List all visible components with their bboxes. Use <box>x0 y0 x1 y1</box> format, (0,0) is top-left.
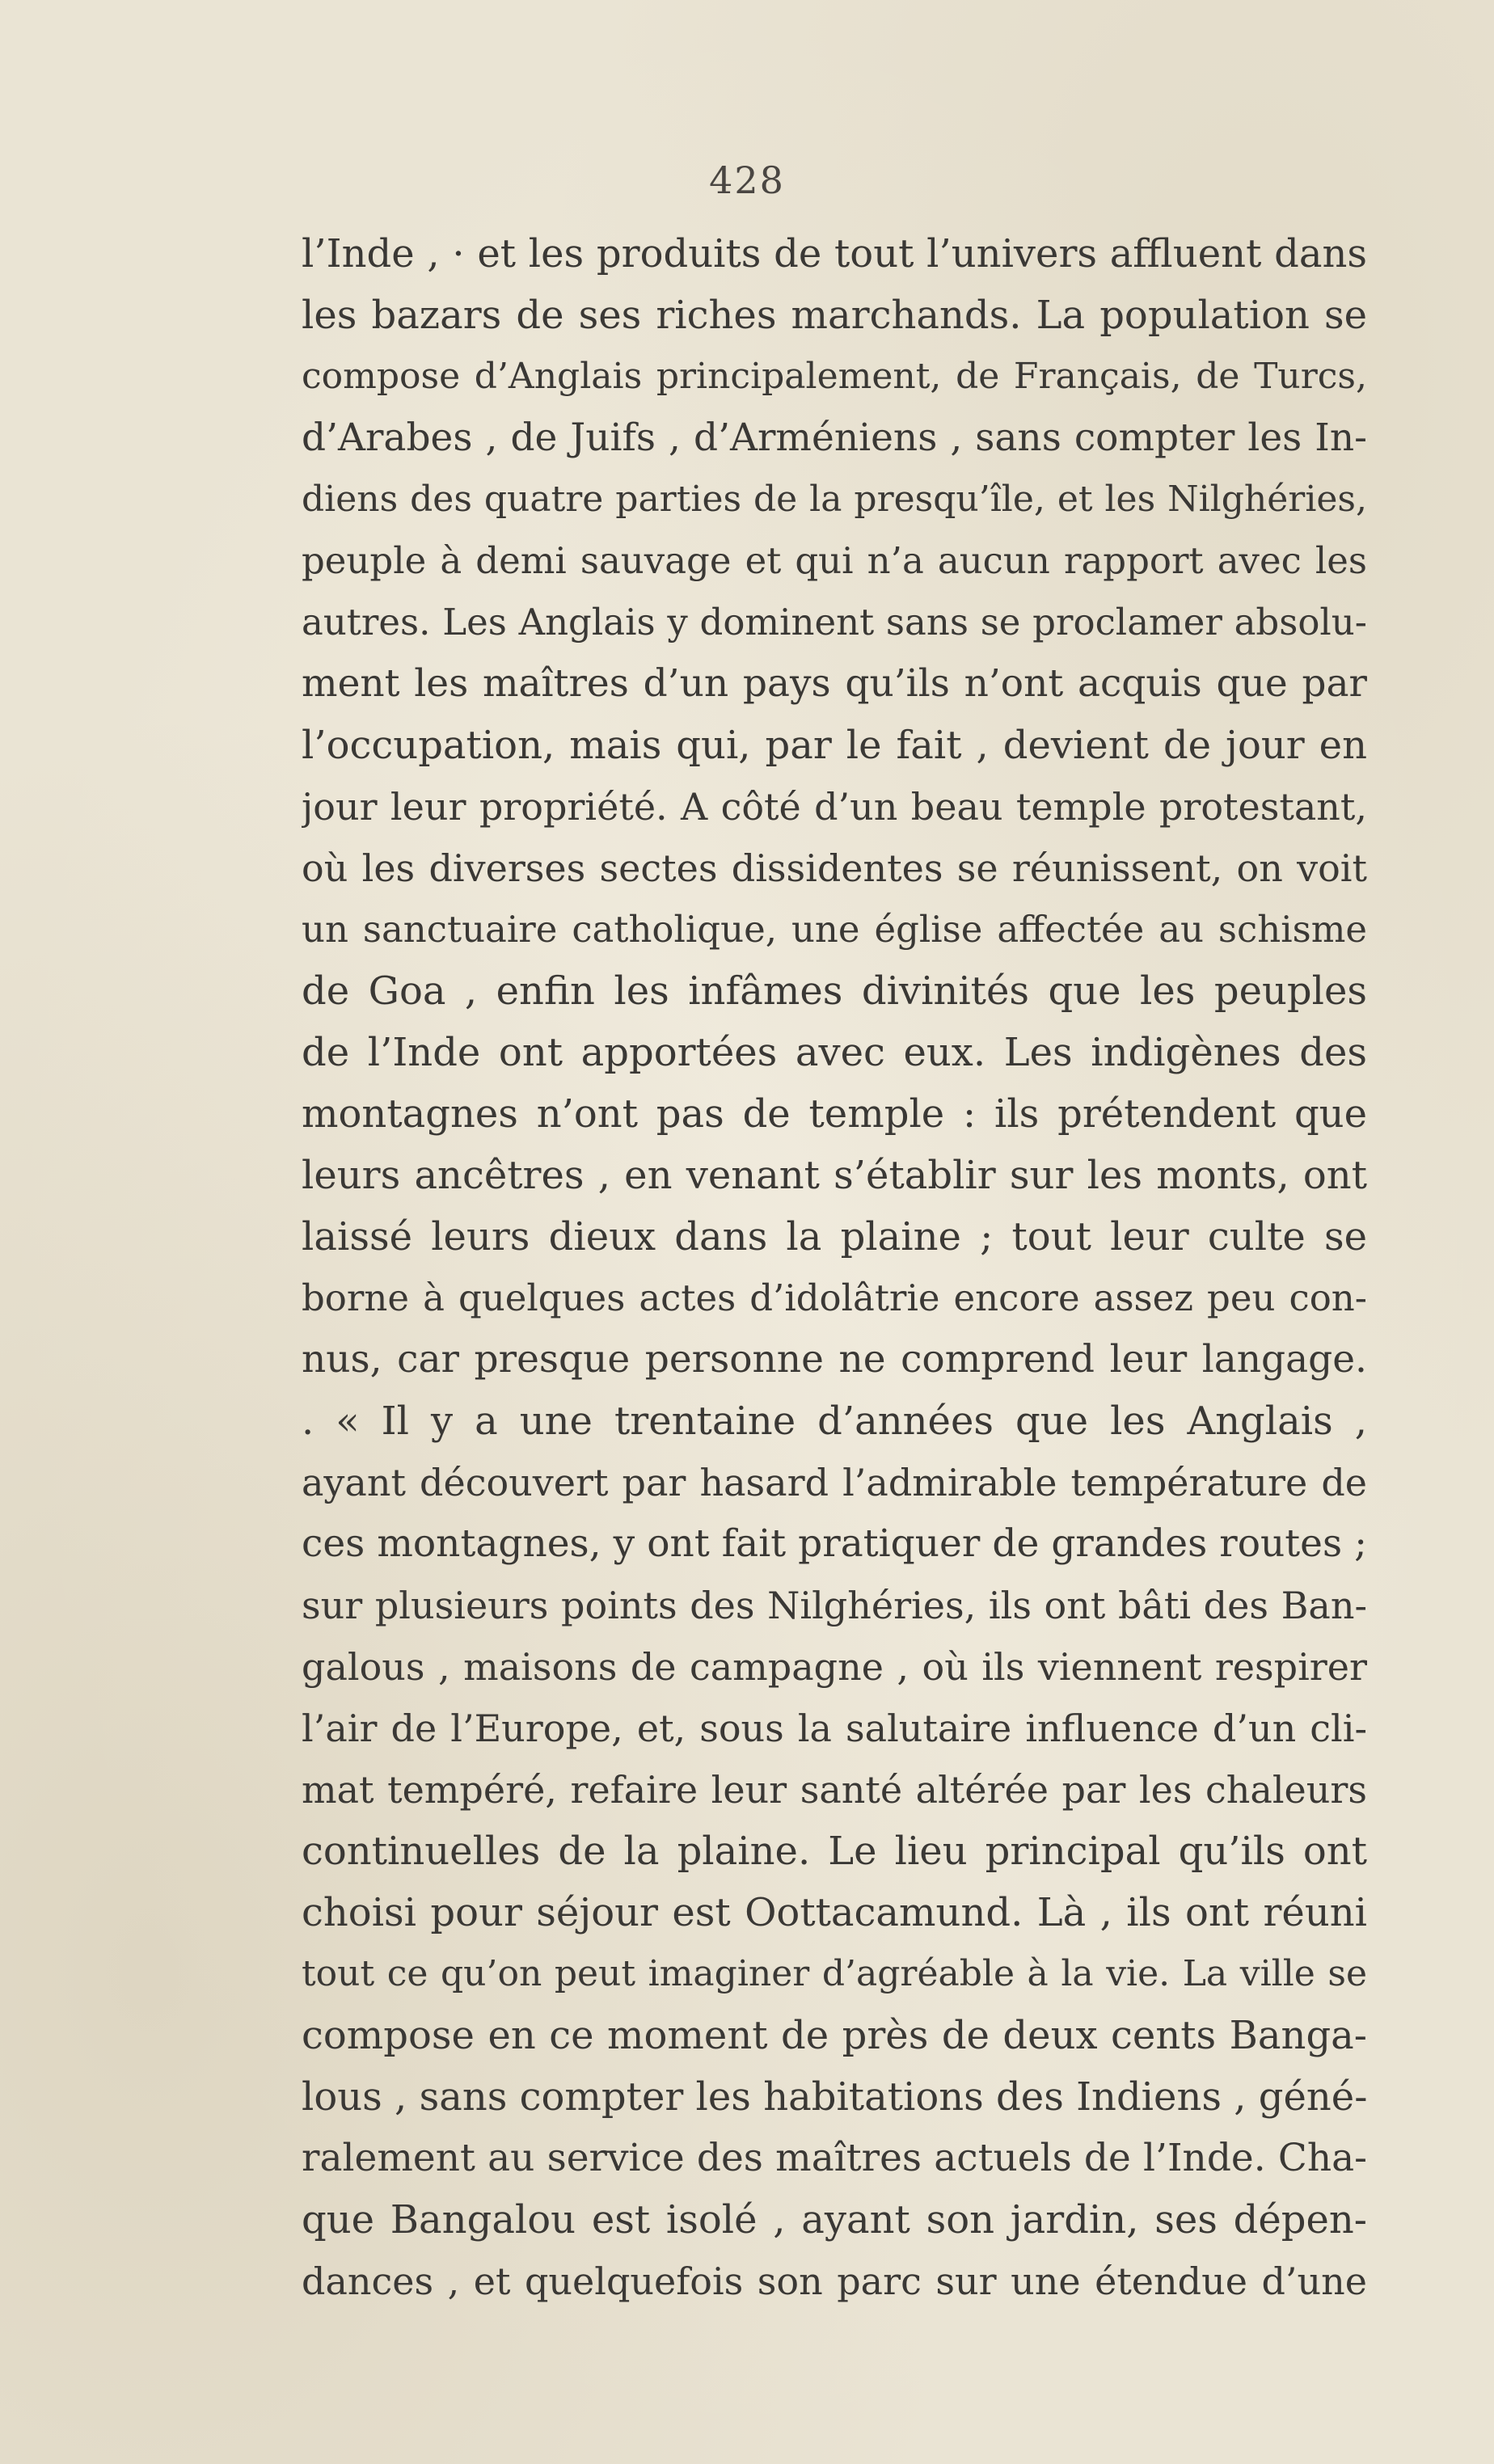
text-line: leurs ancêtres , en venant s’établir sur les monts, ont <box>302 1153 1367 1198</box>
text-line: dances , et quelquefois son parc sur une étendue d’une <box>302 2259 1367 2303</box>
text-line: ayant découvert par hasard l’admirable température de <box>302 1461 1367 1504</box>
text-line: continuelles de la plaine. Le lieu principal qu’ils ont <box>302 1829 1367 1874</box>
text-line: ment les maîtres d’un pays qu’ils n’ont acquis que par <box>302 661 1367 706</box>
text-line: d’Arabes , de Juifs , d’Arméniens , sans compter les In- <box>302 416 1367 460</box>
text-line: de l’Inde ont apportées avec eux. Les indigènes des <box>302 1030 1367 1075</box>
text-line: jour leur propriété. A côté d’un beau temple protestant, <box>302 785 1367 829</box>
text-line: galous , maisons de campagne , où ils viennent respirer <box>302 1645 1367 1689</box>
text-line: nus, car presque personne ne comprend leur langage. <box>302 1337 1367 1382</box>
text-line: un sanctuaire catholique, une église affectée au schisme <box>302 908 1367 951</box>
text-line: l’occupation, mais qui, par le fait , devient de jour en <box>302 723 1367 768</box>
text-line: tout ce qu’on peut imaginer d’agréable à la vie. La ville se <box>302 1953 1367 1994</box>
text-line: mat tempéré, refaire leur santé altérée par les chaleurs <box>302 1768 1367 1812</box>
text-line: compose en ce moment de près de deux cents Banga- <box>302 2013 1367 2058</box>
text-line: lous , sans compter les habitations des Indiens , géné- <box>302 2074 1367 2120</box>
text-line: peuple à demi sauvage et qui n’a aucun rapport avec les <box>302 539 1367 582</box>
text-line: ralement au service des maîtres actuels de l’Inde. Cha- <box>302 2136 1367 2180</box>
text-line: que Bangalou est isolé , ayant son jardin, ses dépen- <box>302 2197 1367 2242</box>
text-line: de Goa , enfin les infâmes divinités que les peuples <box>302 968 1367 1014</box>
text-line: où les diverses sectes dissidentes se réunissent, on voit <box>302 846 1367 890</box>
page-number: 428 <box>709 158 785 202</box>
text-line: les bazars de ses riches marchands. La population se <box>302 293 1367 338</box>
text-line: l’air de l’Europe, et, sous la salutaire influence d’un cli- <box>302 1707 1367 1750</box>
text-line: montagnes n’ont pas de temple : ils prétendent que <box>302 1091 1367 1137</box>
text-line: ces montagnes, y ont fait pratiquer de grandes routes ; <box>302 1521 1367 1566</box>
text-line: . « Il y a une trentaine d’années que les Anglais , <box>302 1399 1367 1444</box>
text-line: sur plusieurs points des Nilghéries, ils ont bâti des Ban- <box>302 1584 1367 1627</box>
text-line: autres. Les Anglais y dominent sans se proclamer absolu- <box>302 601 1367 643</box>
text-line: laissé leurs dieux dans la plaine ; tout leur culte se <box>302 1214 1367 1259</box>
body-text <box>302 223 1367 2312</box>
text-line: choisi pour séjour est Oottacamund. Là , ils ont réuni <box>302 1890 1367 1935</box>
text-line: borne à quelques actes d’idolâtrie encore assez peu con- <box>302 1276 1367 1319</box>
text-line: diens des quatre parties de la presqu’île, et les Nilghéries, <box>302 479 1367 520</box>
text-line: l’Inde , · et les produits de tout l’univers affluent dans <box>302 231 1367 276</box>
text-line: compose d’Anglais principalement, de Français, de Turcs, <box>302 356 1367 397</box>
